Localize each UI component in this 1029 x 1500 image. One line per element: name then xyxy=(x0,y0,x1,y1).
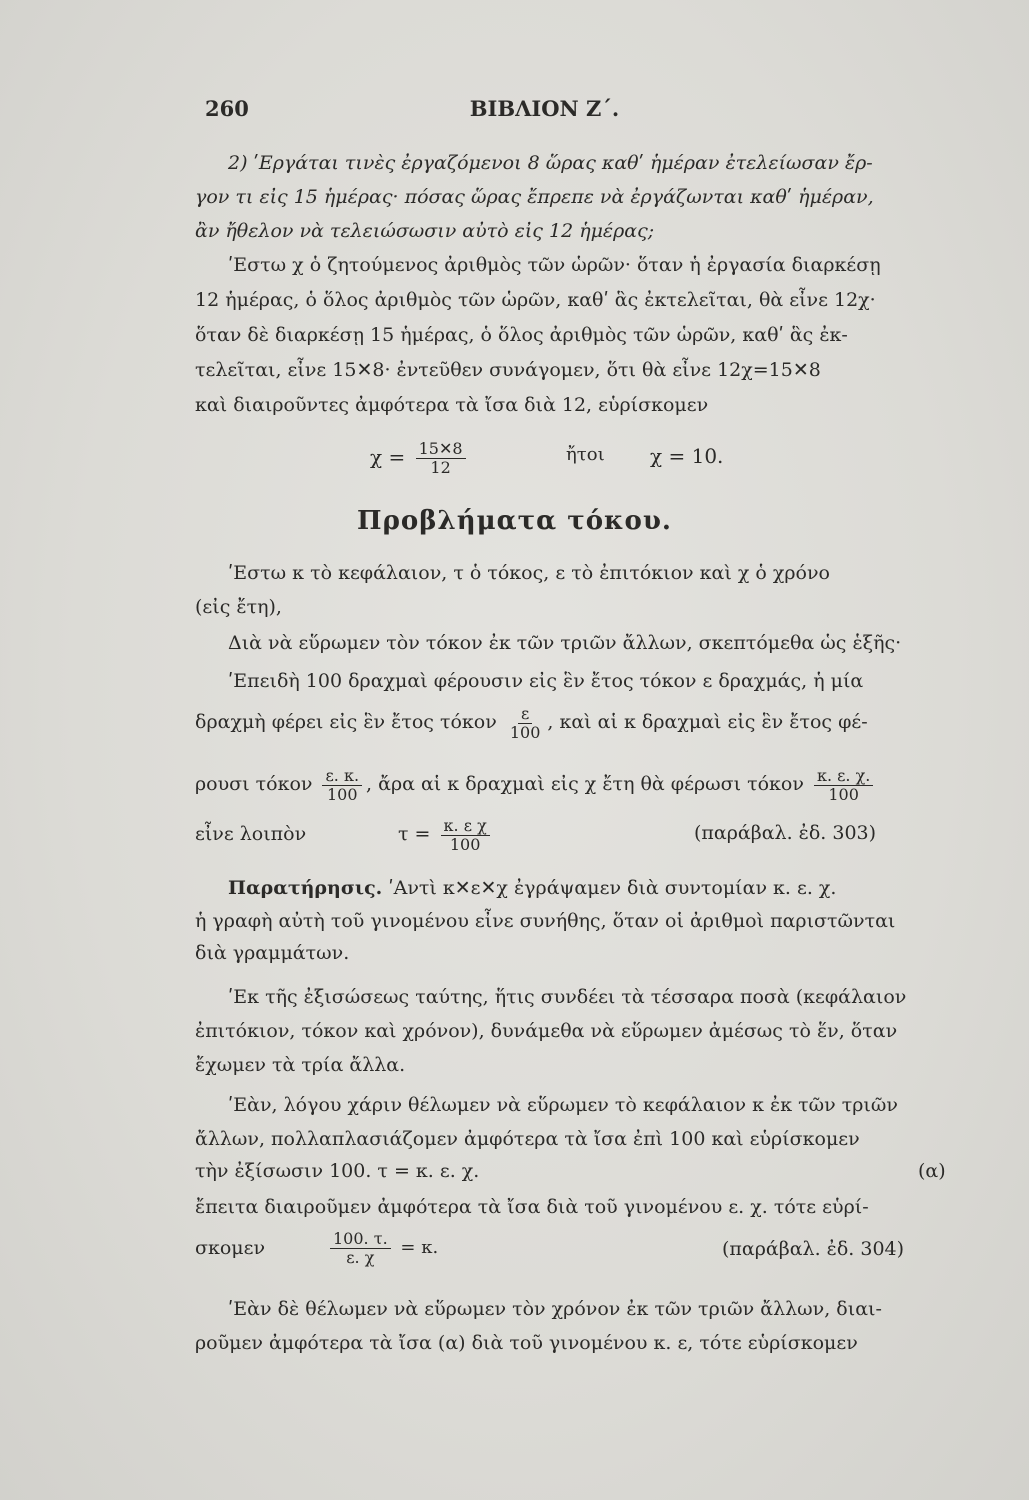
intro-line-7-text-a: εἶνε λοιπὸν xyxy=(195,823,307,845)
intro-line-6 xyxy=(195,762,960,806)
para3-line-3: τὴν ἐξίσωσιν 100. τ = κ. ε. χ. xyxy=(195,1160,480,1182)
capital-fraction xyxy=(330,1230,391,1267)
solution-line-2: 12 ἡμέρας, ὁ ὅλος ἀριθμὸς τῶν ὡρῶν, καθʹ ἃς ἐκτελεῖται, θὰ εἶνε 12χ· xyxy=(195,289,876,311)
section-heading: Προβλήματα τόκου. xyxy=(357,506,672,536)
solution-line-1: ʹΕστω χ ὁ ζητούμενος ἀριθμὸς τῶν ὡρῶν· ὅταν ἡ ἐργασία διαρκέσῃ xyxy=(228,254,881,276)
fraction-numerator: κ. ε χ xyxy=(441,817,490,836)
formula-fraction xyxy=(441,817,490,854)
fraction-denominator: ε. χ xyxy=(346,1247,375,1267)
intro-line-6-text-a: ρουσι τόκον xyxy=(195,773,313,795)
solution-line-5: καὶ διαιροῦντες ἀμφότερα τὰ ἴσα διὰ 12, εὑρίσκομεν xyxy=(195,394,709,416)
capital-formula-reference: (παράβαλ. ἐδ. 304) xyxy=(722,1238,905,1260)
intro-line-5-text-a: δραχμὴ φέρει εἰς ἓν ἔτος τόκον xyxy=(195,711,497,733)
fraction-numerator: 100. τ. xyxy=(330,1230,391,1249)
fraction-denominator: 100 xyxy=(828,784,859,804)
equation-numerator: 15✕8 xyxy=(416,440,466,459)
fraction-denominator: 100 xyxy=(449,834,481,854)
remark-line-3: διὰ γραμμάτων. xyxy=(195,942,350,964)
solution-equation xyxy=(370,432,470,482)
para2-line-3: ἔχωμεν τὰ τρία ἄλλα. xyxy=(195,1054,406,1076)
page-number: 260 xyxy=(205,96,249,121)
para3-line-5-text: σκομεν xyxy=(195,1237,266,1259)
intro-line-2: (εἰς ἔτη), xyxy=(195,596,282,618)
intro-line-1: ʹΕστω κ τὸ κεφάλαιον, τ ὁ τόκος, ε τὸ ἐπιτόκιον καὶ χ ὁ χρόνο xyxy=(228,562,830,584)
intro-line-5-fraction xyxy=(507,705,544,742)
fraction-numerator: ε. κ. xyxy=(322,767,362,786)
equation-lhs: χ = xyxy=(370,445,406,469)
intro-line-4: ʹΕπειδὴ 100 δραχμαὶ φέρουσιν εἰς ἓν ἔτος τόκον ε δραχμάς, ἡ μία xyxy=(228,670,864,692)
equation-fraction xyxy=(416,440,466,477)
para2-line-1: ʹΕκ τῆς ἐξισώσεως ταύτης, ἥτις συνδέει τὰ τέσσαρα ποσὰ (κεφάλαιον xyxy=(228,986,907,1008)
para3-line-4: ἔπειτα διαιροῦμεν ἀμφότερα τὰ ἴσα διὰ τοῦ γινομένου ε. χ. τότε εὑρί- xyxy=(195,1196,869,1218)
para2-line-2: ἐπιτόκιον, τόκον καὶ χρόνον), δυνάμεθα νὰ εὕρωμεν ἀμέσως τὸ ἕν, ὅταν xyxy=(195,1020,898,1042)
interest-formula xyxy=(398,812,494,856)
equation-label-alpha: (α) xyxy=(918,1160,946,1182)
intro-line-6-fraction xyxy=(322,767,362,804)
capital-formula xyxy=(326,1226,438,1270)
remark-line-1 xyxy=(228,875,993,901)
equation-result: χ = 10. xyxy=(650,444,724,468)
running-title: ΒΙΒΛΙΟΝ Ζ΄. xyxy=(469,96,620,121)
formula-rhs: = κ. xyxy=(400,1237,439,1258)
solution-line-3: ὅταν δὲ διαρκέσῃ 15 ἡμέρας, ὁ ὅλος ἀριθμὸς τῶν ὡρῶν, καθʹ ἃς ἐκ- xyxy=(195,324,848,346)
problem-line-1: 2) ʹΕργάται τινὲς ἐργαζόμενοι 8 ὥρας καθʹ ἡμέραν ἐτελείωσαν ἔρ- xyxy=(228,152,873,174)
remark-line-2: ἡ γραφὴ αὐτὴ τοῦ γινομένου εἶνε συνήθης, ὅταν οἱ ἀριθμοὶ παριστῶνται xyxy=(195,910,896,932)
para4-line-2: ροῦμεν ἀμφότερα τὰ ἴσα (α) διὰ τοῦ γινομένου κ. ε, τότε εὑρίσκομεν xyxy=(195,1332,858,1354)
equation-connector: ἤτοι xyxy=(566,444,605,465)
fraction-numerator: ε xyxy=(518,705,532,724)
fraction-numerator: κ. ε. χ. xyxy=(814,767,873,786)
solution-line-4: τελεῖται, εἶνε 15✕8· ἐντεῦθεν συνάγομεν, ὅτι θὰ εἶνε 12χ=15✕8 xyxy=(195,359,821,381)
fraction-denominator: 100 xyxy=(326,784,358,804)
intro-line-6-text-b: , ἄρα αἱ κ δραχμαὶ εἰς χ ἔτη θὰ φέρωσι τόκον xyxy=(366,773,804,795)
intro-line-5-text-b: , καὶ αἱ κ δραχμαὶ εἰς ἓν ἔτος φέ- xyxy=(547,711,868,733)
para3-line-2: ἄλλων, πολλαπλασιάζομεν ἀμφότερα τὰ ἴσα ἐπὶ 100 καὶ εὑρίσκομεν xyxy=(195,1128,860,1150)
formula-reference: (παράβαλ. ἐδ. 303) xyxy=(694,822,877,844)
problem-line-2: γον τι εἰς 15 ἡμέρας· πόσας ὥρας ἔπρεπε νὰ ἐργάζωνται καθʹ ἡμέραν, xyxy=(195,186,874,208)
intro-line-5 xyxy=(195,700,960,744)
problem-line-3: ἂν ἤθελον νὰ τελειώσωσιν αὐτὸ εἰς 12 ἡμέρας; xyxy=(195,220,655,242)
equation-denominator: 12 xyxy=(430,458,451,477)
para4-line-1: ʹΕὰν δὲ θέλωμεν νὰ εὕρωμεν τὸν χρόνον ἐκ τῶν τριῶν ἄλλων, διαι- xyxy=(228,1298,882,1320)
remark-title: Παρατήρησις. xyxy=(228,877,383,899)
intro-line-3: Διὰ νὰ εὕρωμεν τὸν τόκον ἐκ τῶν τριῶν ἄλλων, σκεπτόμεθα ὡς ἑξῆς· xyxy=(228,632,902,654)
remark-line-1-text: ʹΑντὶ κ✕ε✕χ ἐγράψαμεν διὰ συντομίαν κ. ε. χ. xyxy=(388,877,837,899)
formula-lhs: τ = xyxy=(398,823,431,845)
para3-line-1: ʹΕὰν, λόγου χάριν θέλωμεν νὰ εὕρωμεν τὸ κεφάλαιον κ ἐκ τῶν τριῶν xyxy=(228,1094,898,1116)
intro-line-6-fraction-2 xyxy=(814,767,873,804)
fraction-denominator: 100 xyxy=(509,722,541,742)
